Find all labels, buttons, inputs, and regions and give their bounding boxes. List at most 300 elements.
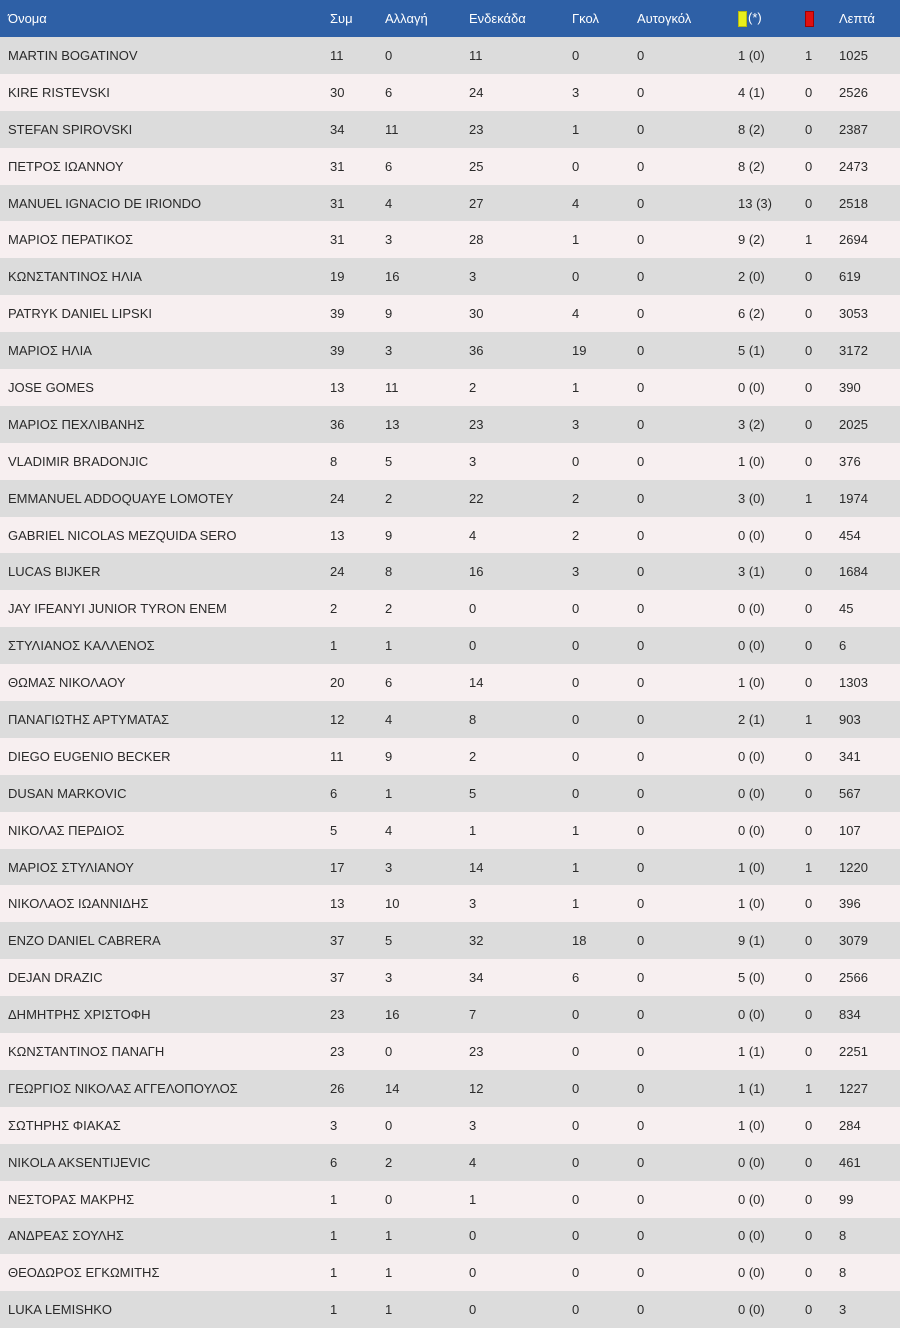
apps-cell: 3 <box>330 1117 338 1133</box>
goals-cell: 0 <box>572 675 580 691</box>
apps-cell: 1 <box>330 1191 338 1207</box>
apps-cell: 37 <box>330 933 345 949</box>
own-goals-cell: 0 <box>637 711 645 727</box>
minutes-cell: 1974 <box>839 490 868 506</box>
lineup-cell: 12 <box>469 1080 484 1096</box>
minutes-cell: 3172 <box>839 343 868 359</box>
player-name: ΚΩΝΣΤΑΝΤΙΝΟΣ ΗΛΙΑ <box>8 269 142 285</box>
red-cards-cell: 0 <box>805 306 813 322</box>
table-row <box>0 1033 900 1070</box>
minutes-cell: 3053 <box>839 306 868 322</box>
minutes-cell: 1684 <box>839 564 868 580</box>
yellow-cards-cell: 1 (0) <box>738 675 765 691</box>
lineup-cell: 14 <box>469 859 484 875</box>
lineup-cell: 14 <box>469 675 484 691</box>
yellow-cards-cell: 3 (0) <box>738 490 765 506</box>
lineup-cell: 23 <box>469 416 484 432</box>
header-lineup[interactable]: Ενδεκάδα <box>469 11 526 26</box>
yellow-cards-cell: 0 (0) <box>738 1228 765 1244</box>
own-goals-cell: 0 <box>637 896 645 912</box>
sub-cell: 0 <box>385 1117 393 1133</box>
player-name: ΔΗΜΗΤΡΗΣ ΧΡΙΣΤΟΦΗ <box>8 1007 151 1023</box>
table-row <box>0 1291 900 1328</box>
goals-cell: 0 <box>572 711 580 727</box>
own-goals-cell: 0 <box>637 822 645 838</box>
yellow-cards-cell: 9 (2) <box>738 232 765 248</box>
apps-cell: 8 <box>330 453 338 469</box>
own-goals-cell: 0 <box>637 232 645 248</box>
apps-cell: 37 <box>330 970 345 986</box>
own-goals-cell: 0 <box>637 527 645 543</box>
own-goals-cell: 0 <box>637 379 645 395</box>
yellow-cards-cell: 0 (0) <box>738 601 765 617</box>
goals-cell: 0 <box>572 1043 580 1059</box>
sub-cell: 1 <box>385 785 393 801</box>
player-name: VLADIMIR BRADONJIC <box>8 453 149 469</box>
apps-cell: 31 <box>330 232 345 248</box>
lineup-cell: 11 <box>469 47 483 63</box>
minutes-cell: 376 <box>839 453 861 469</box>
lineup-cell: 7 <box>469 1007 477 1023</box>
lineup-cell: 25 <box>469 158 484 174</box>
apps-cell: 13 <box>330 379 345 395</box>
sub-cell: 9 <box>385 748 393 764</box>
yellow-card-icon <box>738 11 747 27</box>
goals-cell: 0 <box>572 453 580 469</box>
goals-cell: 1 <box>572 896 580 912</box>
sub-cell: 1 <box>385 1302 393 1318</box>
sub-cell: 1 <box>385 638 393 654</box>
goals-cell: 0 <box>572 269 580 285</box>
own-goals-cell: 0 <box>637 748 645 764</box>
goals-cell: 0 <box>572 1265 580 1281</box>
table-row <box>0 221 900 258</box>
minutes-cell: 2526 <box>839 84 868 100</box>
yellow-cards-cell: 0 (0) <box>738 1265 765 1281</box>
red-cards-cell: 1 <box>805 859 813 875</box>
red-cards-cell: 0 <box>805 1265 813 1281</box>
sub-cell: 14 <box>385 1080 400 1096</box>
goals-cell: 1 <box>572 232 580 248</box>
goals-cell: 0 <box>572 47 580 63</box>
minutes-cell: 2694 <box>839 232 868 248</box>
header-own-goals[interactable]: Αυτογκόλ <box>637 11 692 26</box>
sub-cell: 0 <box>385 47 393 63</box>
table-row <box>0 738 900 775</box>
player-name: ΣΤΥΛΙΑΝΟΣ ΚΑΛΛΕΝΟΣ <box>8 638 155 654</box>
sub-cell: 3 <box>385 970 393 986</box>
goals-cell: 3 <box>572 416 580 432</box>
table-body <box>0 37 900 1328</box>
goals-cell: 0 <box>572 158 580 174</box>
yellow-cards-cell: 0 (0) <box>738 1007 765 1023</box>
player-name: LUKA LEMISHKO <box>8 1302 113 1318</box>
table-row <box>0 885 900 922</box>
sub-cell: 11 <box>385 379 399 395</box>
sub-cell: 1 <box>385 1228 393 1244</box>
table-row <box>0 996 900 1033</box>
apps-cell: 31 <box>330 195 345 211</box>
sub-cell: 1 <box>385 1265 393 1281</box>
apps-cell: 39 <box>330 343 345 359</box>
apps-cell: 11 <box>330 748 344 764</box>
own-goals-cell: 0 <box>637 269 645 285</box>
goals-cell: 2 <box>572 490 580 506</box>
own-goals-cell: 0 <box>637 416 645 432</box>
player-name: MARTIN BOGATINOV <box>8 47 138 63</box>
minutes-cell: 461 <box>839 1154 861 1170</box>
lineup-cell: 1 <box>469 1191 477 1207</box>
minutes-cell: 2518 <box>839 195 868 211</box>
red-cards-cell: 0 <box>805 1043 813 1059</box>
apps-cell: 23 <box>330 1043 345 1059</box>
goals-cell: 0 <box>572 1191 580 1207</box>
header-sub[interactable]: Αλλαγή <box>385 11 428 26</box>
minutes-cell: 8 <box>839 1228 847 1244</box>
sub-cell: 9 <box>385 306 393 322</box>
own-goals-cell: 0 <box>637 490 645 506</box>
sub-cell: 13 <box>385 416 400 432</box>
yellow-cards-cell: 5 (1) <box>738 343 765 359</box>
own-goals-cell: 0 <box>637 1080 645 1096</box>
goals-cell: 2 <box>572 527 580 543</box>
own-goals-cell: 0 <box>637 859 645 875</box>
player-name: ΝΙΚΟΛΑΣ ΠΕΡΔΙΟΣ <box>8 822 125 838</box>
minutes-cell: 2566 <box>839 970 868 986</box>
minutes-cell: 341 <box>839 748 861 764</box>
yellow-cards-cell: 8 (2) <box>738 121 765 137</box>
own-goals-cell: 0 <box>637 933 645 949</box>
header-name[interactable]: Όνομα <box>8 11 47 26</box>
player-name: DUSAN MARKOVIC <box>8 785 127 801</box>
red-card-icon <box>805 11 814 27</box>
table-row <box>0 332 900 369</box>
lineup-cell: 0 <box>469 1265 477 1281</box>
table-row <box>0 1181 900 1218</box>
red-cards-cell: 0 <box>805 822 813 838</box>
apps-cell: 11 <box>330 47 344 63</box>
minutes-cell: 8 <box>839 1265 847 1281</box>
goals-cell: 0 <box>572 1154 580 1170</box>
apps-cell: 12 <box>330 711 345 727</box>
apps-cell: 24 <box>330 564 345 580</box>
lineup-cell: 22 <box>469 490 484 506</box>
header-yellow[interactable] <box>738 0 805 37</box>
sub-cell: 3 <box>385 859 393 875</box>
minutes-cell: 1220 <box>839 859 868 875</box>
own-goals-cell: 0 <box>637 1007 645 1023</box>
lineup-cell: 4 <box>469 1154 477 1170</box>
player-name: ΘΩΜΑΣ ΝΙΚΟΛΑΟΥ <box>8 675 126 691</box>
player-name: ΝΙΚΟΛΑΟΣ ΙΩΑΝΝΙΔΗΣ <box>8 896 149 912</box>
sub-cell: 2 <box>385 490 393 506</box>
header-yellow-suffix: (*) <box>748 10 762 26</box>
table-row <box>0 664 900 701</box>
sub-cell: 2 <box>385 601 393 617</box>
apps-cell: 26 <box>330 1080 345 1096</box>
red-cards-cell: 0 <box>805 933 813 949</box>
apps-cell: 1 <box>330 1228 338 1244</box>
apps-cell: 13 <box>330 896 345 912</box>
minutes-cell: 2387 <box>839 121 868 137</box>
own-goals-cell: 0 <box>637 158 645 174</box>
red-cards-cell: 1 <box>805 490 813 506</box>
apps-cell: 1 <box>330 1265 338 1281</box>
table-row <box>0 148 900 185</box>
yellow-cards-cell: 8 (2) <box>738 158 765 174</box>
goals-cell: 6 <box>572 970 580 986</box>
apps-cell: 6 <box>330 1154 338 1170</box>
goals-cell: 1 <box>572 121 580 137</box>
table-row <box>0 1144 900 1181</box>
minutes-cell: 396 <box>839 896 861 912</box>
sub-cell: 2 <box>385 1154 393 1170</box>
sub-cell: 8 <box>385 564 393 580</box>
goals-cell: 0 <box>572 1007 580 1023</box>
yellow-cards-cell: 1 (0) <box>738 859 765 875</box>
sub-cell: 9 <box>385 527 393 543</box>
player-name: ΜΑΡΙΟΣ ΠΕΡΑΤΙΚΟΣ <box>8 232 133 248</box>
red-cards-cell: 1 <box>805 1080 813 1096</box>
lineup-cell: 5 <box>469 785 477 801</box>
own-goals-cell: 0 <box>637 121 645 137</box>
own-goals-cell: 0 <box>637 343 645 359</box>
own-goals-cell: 0 <box>637 84 645 100</box>
own-goals-cell: 0 <box>637 1154 645 1170</box>
lineup-cell: 0 <box>469 1228 477 1244</box>
yellow-cards-cell: 1 (0) <box>738 896 765 912</box>
apps-cell: 2 <box>330 601 338 617</box>
apps-cell: 31 <box>330 158 345 174</box>
table-row <box>0 443 900 480</box>
goals-cell: 3 <box>572 564 580 580</box>
red-cards-cell: 0 <box>805 84 813 100</box>
player-name: ΠΕΤΡΟΣ ΙΩΑΝΝΟΥ <box>8 158 124 174</box>
apps-cell: 17 <box>330 859 345 875</box>
apps-cell: 20 <box>330 675 345 691</box>
yellow-cards-cell: 1 (0) <box>738 453 765 469</box>
red-cards-cell: 0 <box>805 379 813 395</box>
player-name: ENZO DANIEL CABRERA <box>8 933 161 949</box>
player-name: ΓΕΩΡΓΙΟΣ ΝΙΚΟΛΑΣ ΑΓΓΕΛΟΠΟΥΛΟΣ <box>8 1080 238 1096</box>
yellow-cards-cell: 3 (1) <box>738 564 765 580</box>
lineup-cell: 4 <box>469 527 477 543</box>
yellow-cards-cell: 9 (1) <box>738 933 765 949</box>
apps-cell: 36 <box>330 416 345 432</box>
own-goals-cell: 0 <box>637 1117 645 1133</box>
red-cards-cell: 0 <box>805 121 813 137</box>
minutes-cell: 107 <box>839 822 861 838</box>
goals-cell: 19 <box>572 343 587 359</box>
red-cards-cell: 0 <box>805 785 813 801</box>
table-row <box>0 1107 900 1144</box>
table-row <box>0 1218 900 1255</box>
own-goals-cell: 0 <box>637 1191 645 1207</box>
yellow-cards-cell: 0 (0) <box>738 1191 765 1207</box>
red-cards-cell: 0 <box>805 638 813 654</box>
table-row <box>0 517 900 554</box>
minutes-cell: 2473 <box>839 158 868 174</box>
goals-cell: 0 <box>572 1228 580 1244</box>
table-row <box>0 185 900 222</box>
own-goals-cell: 0 <box>637 1043 645 1059</box>
sub-cell: 0 <box>385 1191 393 1207</box>
table-row <box>0 627 900 664</box>
yellow-cards-cell: 6 (2) <box>738 306 765 322</box>
yellow-cards-cell: 1 (1) <box>738 1080 765 1096</box>
table-row <box>0 258 900 295</box>
lineup-cell: 2 <box>469 748 477 764</box>
minutes-cell: 454 <box>839 527 861 543</box>
goals-cell: 0 <box>572 638 580 654</box>
yellow-cards-cell: 0 (0) <box>738 1302 765 1318</box>
apps-cell: 39 <box>330 306 345 322</box>
yellow-cards-cell: 0 (0) <box>738 379 765 395</box>
own-goals-cell: 0 <box>637 564 645 580</box>
lineup-cell: 0 <box>469 601 477 617</box>
lineup-cell: 27 <box>469 195 484 211</box>
minutes-cell: 834 <box>839 1007 861 1023</box>
player-name: ΜΑΡΙΟΣ ΗΛΙΑ <box>8 343 92 359</box>
own-goals-cell: 0 <box>637 970 645 986</box>
header-minutes[interactable]: Λεπτά <box>839 11 875 26</box>
goals-cell: 18 <box>572 933 587 949</box>
sub-cell: 3 <box>385 343 393 359</box>
minutes-cell: 3079 <box>839 933 868 949</box>
minutes-cell: 390 <box>839 379 861 395</box>
lineup-cell: 30 <box>469 306 484 322</box>
player-name: ΜΑΡΙΟΣ ΠΕΧΛΙΒΑΝΗΣ <box>8 416 145 432</box>
sub-cell: 16 <box>385 269 400 285</box>
lineup-cell: 3 <box>469 453 477 469</box>
player-name: GABRIEL NICOLAS MEZQUIDA SERO <box>8 527 237 543</box>
apps-cell: 19 <box>330 269 345 285</box>
own-goals-cell: 0 <box>637 785 645 801</box>
yellow-cards-cell: 4 (1) <box>738 84 765 100</box>
table-row <box>0 406 900 443</box>
yellow-cards-cell: 1 (1) <box>738 1043 765 1059</box>
red-cards-cell: 0 <box>805 896 813 912</box>
table-row <box>0 775 900 812</box>
sub-cell: 4 <box>385 711 393 727</box>
lineup-cell: 2 <box>469 379 477 395</box>
apps-cell: 1 <box>330 638 338 654</box>
lineup-cell: 24 <box>469 84 484 100</box>
goals-cell: 3 <box>572 84 580 100</box>
lineup-cell: 3 <box>469 269 477 285</box>
sub-cell: 0 <box>385 1043 393 1059</box>
sub-cell: 10 <box>385 896 400 912</box>
sub-cell: 16 <box>385 1007 400 1023</box>
red-cards-cell: 0 <box>805 158 813 174</box>
lineup-cell: 23 <box>469 1043 484 1059</box>
red-cards-cell: 0 <box>805 970 813 986</box>
minutes-cell: 3 <box>839 1302 847 1318</box>
apps-cell: 6 <box>330 785 338 801</box>
minutes-cell: 2251 <box>839 1043 868 1059</box>
yellow-cards-cell: 0 (0) <box>738 638 765 654</box>
table-row <box>0 1070 900 1107</box>
own-goals-cell: 0 <box>637 601 645 617</box>
sub-cell: 5 <box>385 453 393 469</box>
goals-cell: 1 <box>572 822 580 838</box>
lineup-cell: 36 <box>469 343 484 359</box>
red-cards-cell: 1 <box>805 232 813 248</box>
player-name: PATRYK DANIEL LIPSKI <box>8 306 153 322</box>
lineup-cell: 1 <box>469 822 477 838</box>
red-cards-cell: 0 <box>805 748 813 764</box>
yellow-cards-cell: 1 (0) <box>738 47 765 63</box>
yellow-cards-cell: 1 (0) <box>738 1117 765 1133</box>
player-name: DIEGO EUGENIO BECKER <box>8 748 171 764</box>
player-name: KIRE RISTEVSKI <box>8 84 110 100</box>
player-name: DEJAN DRAZIC <box>8 970 103 986</box>
lineup-cell: 3 <box>469 1117 477 1133</box>
player-name: EMMANUEL ADDOQUAYE LOMOTEY <box>8 490 234 506</box>
own-goals-cell: 0 <box>637 1302 645 1318</box>
table-row <box>0 553 900 590</box>
header-goals[interactable]: Γκολ <box>572 11 599 26</box>
lineup-cell: 34 <box>469 970 484 986</box>
apps-cell: 23 <box>330 1007 345 1023</box>
minutes-cell: 99 <box>839 1191 854 1207</box>
red-cards-cell: 0 <box>805 1154 813 1170</box>
red-cards-cell: 0 <box>805 453 813 469</box>
lineup-cell: 32 <box>469 933 484 949</box>
goals-cell: 0 <box>572 748 580 764</box>
minutes-cell: 45 <box>839 601 854 617</box>
yellow-cards-cell: 0 (0) <box>738 785 765 801</box>
red-cards-cell: 0 <box>805 1117 813 1133</box>
red-cards-cell: 0 <box>805 675 813 691</box>
sub-cell: 5 <box>385 933 393 949</box>
minutes-cell: 619 <box>839 269 861 285</box>
header-red[interactable] <box>805 0 839 37</box>
goals-cell: 1 <box>572 379 580 395</box>
lineup-cell: 3 <box>469 896 477 912</box>
yellow-cards-cell: 2 (1) <box>738 711 765 727</box>
own-goals-cell: 0 <box>637 47 645 63</box>
red-cards-cell: 0 <box>805 343 813 359</box>
red-cards-cell: 0 <box>805 416 813 432</box>
player-name: LUCAS BIJKER <box>8 564 101 580</box>
red-cards-cell: 0 <box>805 1007 813 1023</box>
sub-cell: 11 <box>385 121 399 137</box>
minutes-cell: 284 <box>839 1117 861 1133</box>
header-apps[interactable]: Συμ <box>330 11 353 26</box>
apps-cell: 5 <box>330 822 338 838</box>
yellow-cards-cell: 0 (0) <box>738 1154 765 1170</box>
player-name: ΑΝΔΡΕΑΣ ΣΟΥΛΗΣ <box>8 1228 124 1244</box>
lineup-cell: 23 <box>469 121 484 137</box>
goals-cell: 4 <box>572 306 580 322</box>
own-goals-cell: 0 <box>637 1265 645 1281</box>
red-cards-cell: 0 <box>805 564 813 580</box>
player-name: ΚΩΝΣΤΑΝΤΙΝΟΣ ΠΑΝΑΓΗ <box>8 1043 165 1059</box>
table-row <box>0 701 900 738</box>
player-name: NIKOLA AKSENTIJEVIC <box>8 1154 151 1170</box>
table-row <box>0 295 900 332</box>
own-goals-cell: 0 <box>637 1228 645 1244</box>
player-name: STEFAN SPIROVSKI <box>8 121 133 137</box>
goals-cell: 0 <box>572 785 580 801</box>
lineup-cell: 0 <box>469 1302 477 1318</box>
own-goals-cell: 0 <box>637 453 645 469</box>
own-goals-cell: 0 <box>637 675 645 691</box>
yellow-cards-cell: 2 (0) <box>738 269 765 285</box>
minutes-cell: 1303 <box>839 675 868 691</box>
sub-cell: 6 <box>385 675 393 691</box>
